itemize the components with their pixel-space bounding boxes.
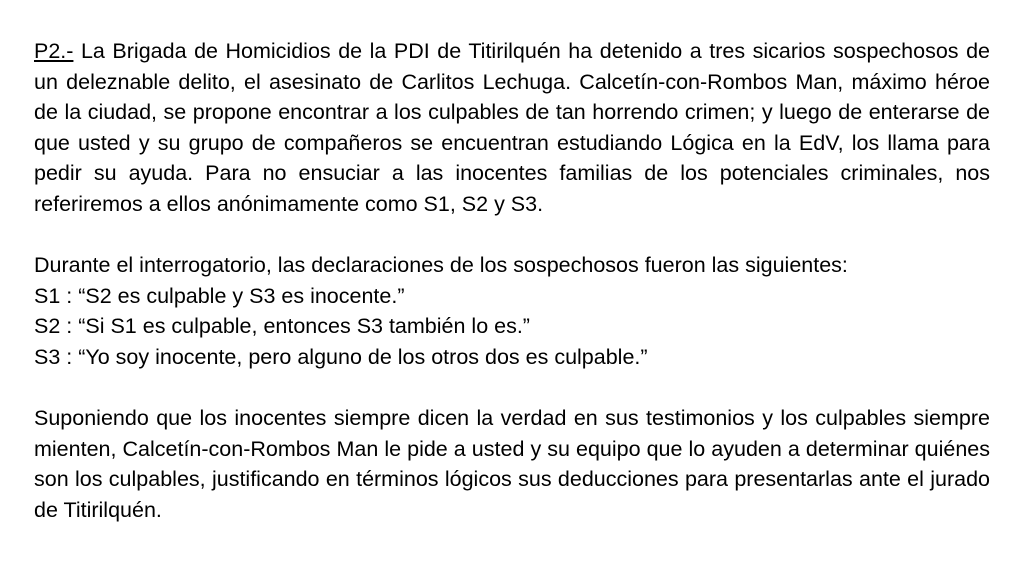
interrogation-paragraph (34, 250, 990, 372)
statement-s2: S2 : “Si S1 es culpable, entonces S3 también lo es.” (34, 314, 530, 339)
statement-s3: S3 : “Yo soy inocente, pero alguno de los otros dos es culpable.” (34, 344, 648, 369)
statement-s1: S1 : “S2 es culpable y S3 es inocente.” (34, 283, 405, 308)
problem-paragraph (34, 36, 990, 220)
interrogation-heading: Durante el interrogatorio, las declaraciones de los sospechosos fueron las siguientes: (34, 253, 848, 278)
slide-content (34, 36, 990, 526)
conclusion-paragraph: Suponiendo que los inocentes siempre dicen la verdad en sus testimonios y los culpables siempre mienten, Calcetín-con-Rombos Man le pide a usted y su equipo que lo ayuden a determinar quiénes son los culpables, justificando en términos lógicos sus deducciones para presentarlas ante el jurado de Titirilquén. (34, 406, 990, 522)
problem-intro-text: La Brigada de Homicidios de la PDI de Titirilquén ha detenido a tres sicarios sospechosos de un deleznable delito, el asesinato de Carlitos Lechuga. Calcetín-con-Rombos Man, máximo héroe de la ciudad, se propone encontrar a los culpables de tan horrendo crimen; y luego de enterarse de que usted y su grupo de compañeros se encuentran estudiando Lógica en la EdV, los llama para pedir su ayuda. Para no ensuciar a las inocentes familias de los potenciales criminales, nos referiremos a ellos anónimamente como S1, S2 y S3. (34, 39, 990, 216)
problem-label: P2.- (34, 39, 74, 63)
